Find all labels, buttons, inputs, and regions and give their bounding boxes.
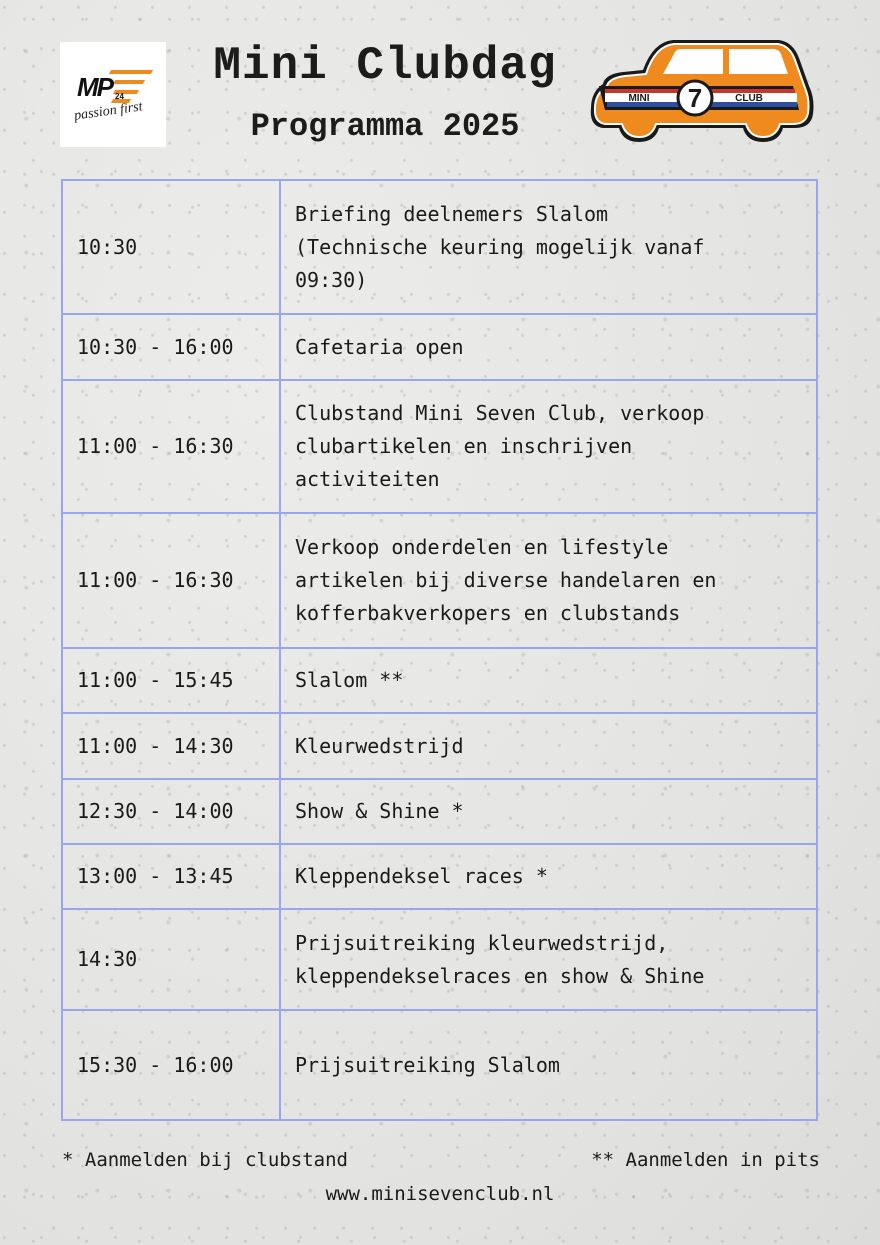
time-cell: 11:00 - 16:30: [62, 380, 280, 513]
activity-line: (Technische keuring mogelijk vanaf: [295, 234, 705, 259]
mini-seven-club-car-logo: [583, 36, 819, 146]
activity-line: Cafetaria open: [295, 334, 464, 359]
logo-tagline: passion first: [73, 99, 144, 124]
activity-line: kofferbakverkopers en clubstands: [295, 601, 681, 625]
activity-line: Slalom **: [295, 668, 404, 692]
time-cell: 13:00 - 13:45: [62, 844, 280, 909]
logo-number: 24: [115, 92, 124, 101]
activity-line: Show & Shine *: [295, 799, 464, 823]
table-row: [62, 909, 817, 1010]
activity-cell: [280, 779, 817, 844]
time-cell: 11:00 - 15:45: [62, 648, 280, 713]
activity-cell: [280, 380, 817, 513]
time-cell: 15:30 - 16:00: [62, 1010, 280, 1120]
activity-line: Prijsuitreiking kleurwedstrijd,: [295, 930, 669, 955]
footnote-single-asterisk: * Aanmelden bij clubstand: [62, 1149, 348, 1171]
table-row: [62, 779, 817, 844]
activity-line: Clubstand Mini Seven Club, verkoop: [295, 401, 705, 425]
table-row: [62, 1010, 817, 1120]
activity-line: clubartikelen en inschrijven: [295, 434, 633, 458]
table-row: [62, 713, 817, 779]
activity-cell: [280, 314, 817, 380]
activity-cell: [280, 180, 817, 314]
time-cell: 14:30: [62, 909, 280, 1010]
table-row: [62, 513, 817, 648]
activity-line: Kleppendeksel races *: [295, 864, 548, 888]
table-row: [62, 380, 817, 513]
activity-line: Briefing deelnemers Slalom: [295, 201, 609, 226]
activity-cell: [280, 909, 817, 1010]
time-cell: 11:00 - 16:30: [62, 513, 280, 648]
activity-line: artikelen bij diverse handelaren en: [295, 568, 717, 592]
schedule-table: [61, 179, 818, 1121]
activity-cell: [280, 1010, 817, 1120]
logo-mini-text: MINI: [628, 93, 650, 104]
logo-seven: 7: [687, 83, 703, 113]
activity-cell: [280, 844, 817, 909]
time-cell: 10:30 - 16:00: [62, 314, 280, 380]
table-row: [62, 314, 817, 380]
activity-line: Verkoop onderdelen en lifestyle: [295, 535, 669, 559]
activity-line: kleppendekselraces en show & Shine: [295, 963, 705, 988]
logo-mark: MP: [77, 72, 112, 102]
table-row: [62, 648, 817, 713]
activity-cell: [280, 513, 817, 648]
table-row: [62, 844, 817, 909]
activity-cell: [280, 648, 817, 713]
activity-line: Prijsuitreiking Slalom: [295, 1052, 560, 1077]
time-cell: 10:30: [62, 180, 280, 314]
activity-line: Kleurwedstrijd: [295, 733, 464, 758]
activity-cell: [280, 713, 817, 779]
website-link[interactable]: www.minisevenclub.nl: [325, 1183, 555, 1205]
table-row: [62, 180, 817, 314]
time-cell: 12:30 - 14:00: [62, 779, 280, 844]
footnote-double-asterisk: ** Aanmelden in pits: [591, 1149, 820, 1171]
logo-club-text: CLUB: [735, 93, 763, 104]
page-subtitle: Programma 2025: [250, 108, 520, 145]
time-cell: 11:00 - 14:30: [62, 713, 280, 779]
activity-line: activiteiten: [295, 467, 440, 491]
activity-line: 09:30): [295, 267, 368, 292]
page-title: Mini Clubdag: [213, 40, 557, 92]
